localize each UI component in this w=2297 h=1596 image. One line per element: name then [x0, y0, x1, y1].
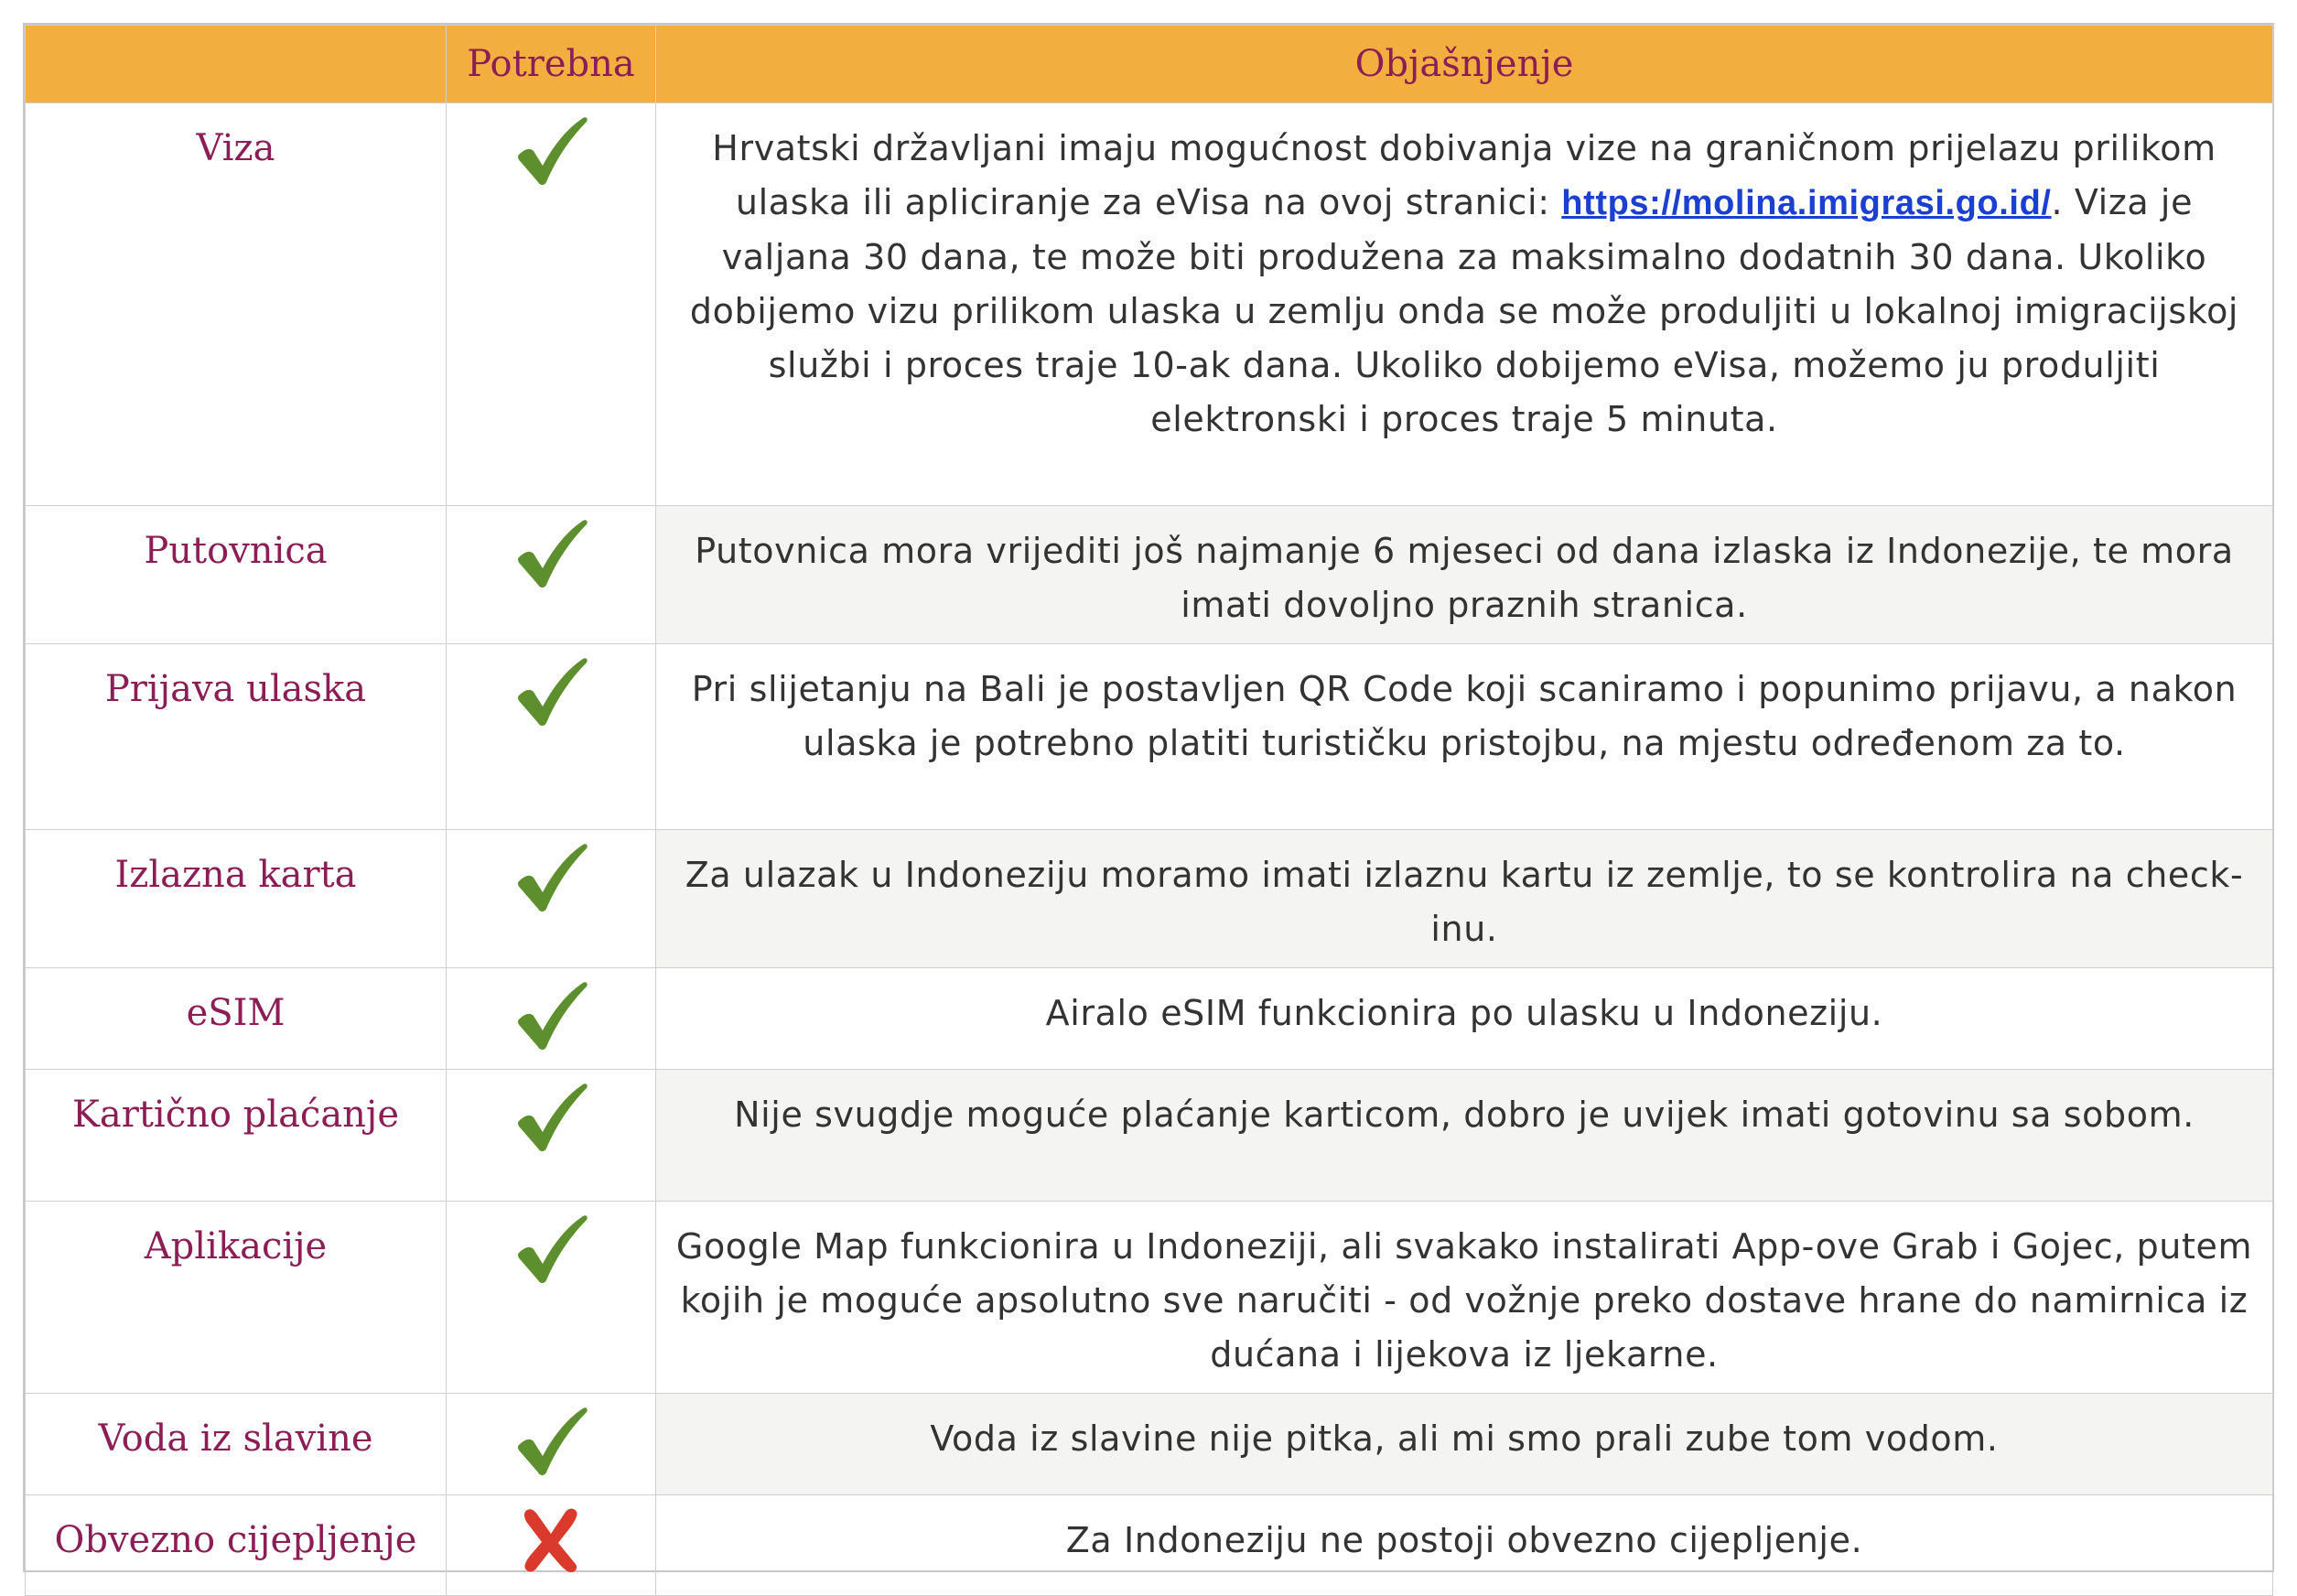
status-cell [447, 506, 656, 644]
status-cell [447, 103, 656, 506]
explanation [656, 103, 2273, 506]
explanation: Google Map funkcionira u Indoneziji, ali svakako instalirati App-ove Grab i Gojec, putem kojih je moguće apsolutno sve naručiti - od vožnje preko dostave hrane do namirnica iz dućana i lijekova iz ljekarne. [656, 1202, 2273, 1394]
header-explanation: Objašnjenje [656, 26, 2273, 103]
check-icon [512, 839, 590, 922]
row-label: Putovnica [26, 506, 447, 644]
cross-icon [518, 1504, 584, 1578]
explanation: Pri slijetanju na Bali je postavljen QR Code koji scaniramo i popunimo prijavu, a nakon ulaska je potrebno platiti turističku pristojbu, na mjestu određenom za to. [656, 644, 2273, 830]
status-cell [447, 1202, 656, 1394]
requirements-table [25, 25, 2273, 1596]
explanation: Nije svugdje moguće plaćanje karticom, dobro je uvijek imati gotovinu sa sobom. [656, 1070, 2273, 1202]
check-icon [512, 653, 590, 736]
status-cell [447, 968, 656, 1070]
explanation: Za ulazak u Indoneziju moramo imati izlaznu kartu iz zemlje, to se kontrolira na check-inu. [656, 830, 2273, 968]
check-icon [512, 1211, 590, 1293]
check-icon [512, 1403, 590, 1485]
evisa-link[interactable]: https://molina.imigrasi.go.id/ [1561, 184, 2052, 222]
row-label: Prijava ulaska [26, 644, 447, 830]
table-row [26, 1495, 2273, 1596]
table-row [26, 506, 2273, 644]
table-row [26, 644, 2273, 830]
status-cell [447, 1495, 656, 1596]
check-icon [512, 113, 590, 195]
status-cell [447, 1070, 656, 1202]
status-cell [447, 1394, 656, 1495]
table-row [26, 1070, 2273, 1202]
table-row [26, 1202, 2273, 1394]
explanation: Za Indoneziju ne postoji obvezno cijepljenje. [656, 1495, 2273, 1596]
row-label: Izlazna karta [26, 830, 447, 968]
explanation: Putovnica mora vrijediti još najmanje 6 mjeseci od dana izlaska iz Indonezije, te mora imati dovoljno praznih stranica. [656, 506, 2273, 644]
table-row [26, 103, 2273, 506]
table-row [26, 830, 2273, 968]
row-label: Aplikacije [26, 1202, 447, 1394]
check-icon [512, 977, 590, 1060]
explanation: Voda iz slavine nije pitka, ali mi smo prali zube tom vodom. [656, 1394, 2273, 1495]
row-label: eSIM [26, 968, 447, 1070]
status-cell [447, 830, 656, 968]
table-row [26, 1394, 2273, 1495]
check-icon [512, 1079, 590, 1161]
table-row [26, 968, 2273, 1070]
status-cell [447, 644, 656, 830]
explanation: Airalo eSIM funkcionira po ulasku u Indoneziju. [656, 968, 2273, 1070]
explanation-text: Hrvatski državljani imaju mogućnost dobivanja vize na graničnom prijelazu prilikom ulaska ili apliciranje za eVisa na ovoj stranici: [712, 128, 2216, 222]
check-icon [512, 515, 590, 598]
row-label: Voda iz slavine [26, 1394, 447, 1495]
header-row [26, 26, 2273, 103]
row-label: Viza [26, 103, 447, 506]
requirements-table-container [23, 23, 2274, 1572]
row-label: Obvezno cijepljenje [26, 1495, 447, 1596]
row-label: Kartično plaćanje [26, 1070, 447, 1202]
header-empty [26, 26, 447, 103]
header-required: Potrebna [447, 26, 656, 103]
explanation-text-continued: . Viza je valjana 30 dana, te može biti produžena za maksimalno dodatnih 30 dana. Ukoliko dobijemo vizu prilikom ulaska u zemlju onda se može produljiti u lokalnoj imigracijskoj službi i proces traje 10-ak dana. Ukoliko dobijemo eVisa, možemo ju produljiti elektronski i proces traje 5 minuta. [689, 182, 2239, 439]
